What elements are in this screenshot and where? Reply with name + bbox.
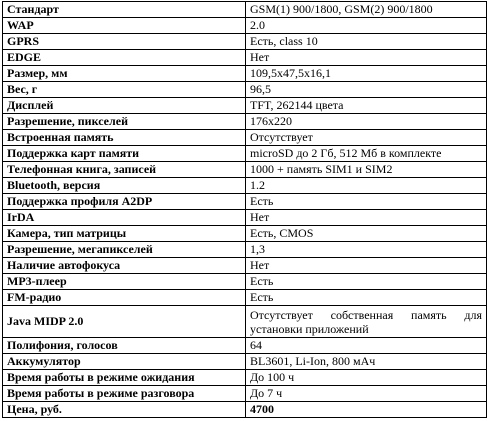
row-label: Разрешение, мегапикселей bbox=[3, 242, 246, 258]
row-value: 2.0 bbox=[246, 18, 487, 34]
row-label: Время работы в режиме ожидания bbox=[3, 370, 246, 386]
table-row bbox=[3, 338, 487, 354]
row-label: Встроенная память bbox=[3, 130, 246, 146]
row-value: 64 bbox=[246, 338, 487, 354]
table-row bbox=[3, 178, 487, 194]
row-label: Поддержка карт памяти bbox=[3, 146, 246, 162]
row-label: Дисплей bbox=[3, 98, 246, 114]
table-row bbox=[3, 114, 487, 130]
row-value: 176x220 bbox=[246, 114, 487, 130]
row-value: 1,3 bbox=[246, 242, 487, 258]
table-row bbox=[3, 258, 487, 274]
row-label: Аккумулятор bbox=[3, 354, 246, 370]
table-row bbox=[3, 370, 487, 386]
spec-table bbox=[2, 1, 487, 418]
table-row bbox=[3, 354, 487, 370]
row-label: Java MIDP 2.0 bbox=[3, 306, 246, 338]
row-value: 1000 + память SIM1 и SIM2 bbox=[246, 162, 487, 178]
table-row bbox=[3, 130, 487, 146]
table-row bbox=[3, 162, 487, 178]
table-row bbox=[3, 82, 487, 98]
row-label: GPRS bbox=[3, 34, 246, 50]
row-label: EDGE bbox=[3, 50, 246, 66]
table-row bbox=[3, 194, 487, 210]
row-label: FM-радио bbox=[3, 290, 246, 306]
row-value: 96,5 bbox=[246, 82, 487, 98]
table-row bbox=[3, 386, 487, 402]
row-label: Поддержка профиля A2DP bbox=[3, 194, 246, 210]
row-label: MP3-плеер bbox=[3, 274, 246, 290]
table-row bbox=[3, 210, 487, 226]
row-label: Bluetooth, версия bbox=[3, 178, 246, 194]
row-value: Есть, class 10 bbox=[246, 34, 487, 50]
row-value: Есть bbox=[246, 290, 487, 306]
row-label: Наличие автофокуса bbox=[3, 258, 246, 274]
table-row bbox=[3, 306, 487, 338]
row-label: Камера, тип матрицы bbox=[3, 226, 246, 242]
row-value: Нет bbox=[246, 50, 487, 66]
row-value: До 7 ч bbox=[246, 386, 487, 402]
row-label: Вес, г bbox=[3, 82, 246, 98]
table-row bbox=[3, 18, 487, 34]
table-row bbox=[3, 50, 487, 66]
table-row bbox=[3, 402, 487, 418]
row-label: WAP bbox=[3, 18, 246, 34]
row-value: GSM(1) 900/1800, GSM(2) 900/1800 bbox=[246, 2, 487, 18]
row-value: microSD до 2 Гб, 512 Мб в комплекте bbox=[246, 146, 487, 162]
row-label: IrDA bbox=[3, 210, 246, 226]
row-label: Время работы в режиме разговора bbox=[3, 386, 246, 402]
row-value: 1.2 bbox=[246, 178, 487, 194]
row-value: Отсутствует bbox=[246, 130, 487, 146]
row-value: BL3601, Li-Ion, 800 мАч bbox=[246, 354, 487, 370]
row-label: Стандарт bbox=[3, 2, 246, 18]
row-value: Нет bbox=[246, 210, 487, 226]
row-label: Размер, мм bbox=[3, 66, 246, 82]
row-value: Есть bbox=[246, 274, 487, 290]
row-value: Есть, CMOS bbox=[246, 226, 487, 242]
row-value: Отсутствует собственная память для установки приложений bbox=[246, 306, 487, 338]
row-value: TFT, 262144 цвета bbox=[246, 98, 487, 114]
table-row bbox=[3, 66, 487, 82]
table-row bbox=[3, 146, 487, 162]
row-label: Цена, руб. bbox=[3, 402, 246, 418]
row-value: До 100 ч bbox=[246, 370, 487, 386]
table-row bbox=[3, 290, 487, 306]
row-value: 109,5x47,5x16,1 bbox=[246, 66, 487, 82]
price-value: 4700 bbox=[246, 402, 487, 418]
table-row bbox=[3, 226, 487, 242]
row-value: Есть bbox=[246, 194, 487, 210]
table-row bbox=[3, 274, 487, 290]
table-row bbox=[3, 34, 487, 50]
row-label: Телефонная книга, записей bbox=[3, 162, 246, 178]
row-value: Нет bbox=[246, 258, 487, 274]
row-label: Полифония, голосов bbox=[3, 338, 246, 354]
table-row bbox=[3, 2, 487, 18]
table-row bbox=[3, 98, 487, 114]
table-row bbox=[3, 242, 487, 258]
row-label: Разрешение, пикселей bbox=[3, 114, 246, 130]
